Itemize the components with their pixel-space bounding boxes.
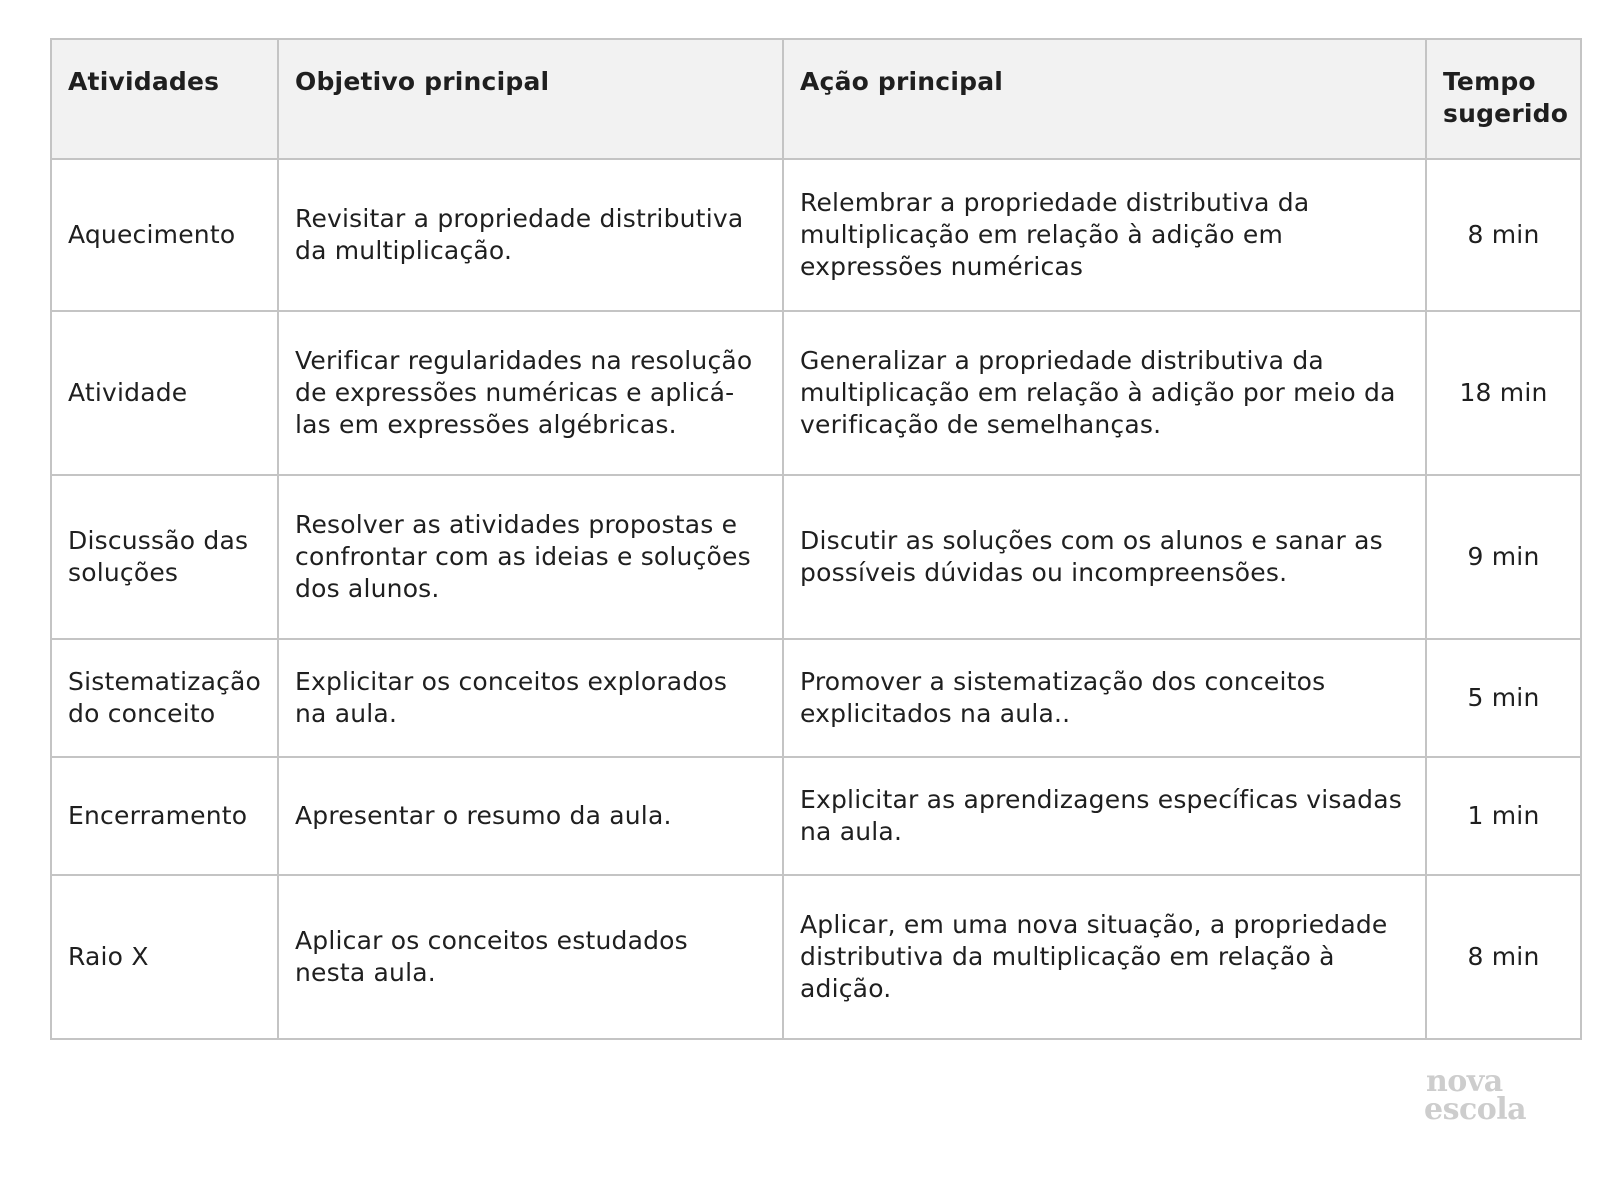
cell-activity: Atividade [51,311,278,475]
cell-action: Explicitar as aprendizagens específicas visadas na aula. [783,757,1426,875]
cell-activity: Discussão das soluções [51,475,278,639]
header-objective: Objetivo principal [278,39,783,159]
cell-time: 9 min [1426,475,1581,639]
cell-objective: Revisitar a propriedade distributiva da multiplicação. [278,159,783,311]
logo-line-escola: escola [1424,1092,1527,1127]
cell-action: Generalizar a propriedade distributiva da multiplicação em relação à adição por meio da verificação de semelhanças. [783,311,1426,475]
cell-action: Promover a sistematização dos conceitos explicitados na aula.. [783,639,1426,757]
cell-objective: Apresentar o resumo da aula. [278,757,783,875]
header-row [51,39,1581,159]
cell-time: 18 min [1426,311,1581,475]
table-row [51,311,1581,475]
cell-activity: Encerramento [51,757,278,875]
cell-time: 1 min [1426,757,1581,875]
cell-objective: Explicitar os conceitos explorados na aula. [278,639,783,757]
table-row [51,875,1581,1039]
cell-time: 5 min [1426,639,1581,757]
table-row [51,159,1581,311]
nova-escola-logo [1424,1064,1544,1127]
cell-action: Aplicar, em uma nova situação, a propriedade distributiva da multiplicação em relação à adição. [783,875,1426,1039]
cell-objective: Verificar regularidades na resolução de expressões numéricas e aplicá-las em expressões algébricas. [278,311,783,475]
cell-time: 8 min [1426,875,1581,1039]
table-row [51,475,1581,639]
cell-objective: Aplicar os conceitos estudados nesta aula. [278,875,783,1039]
table-body [51,159,1581,1039]
header-activities: Atividades [51,39,278,159]
cell-activity: Aquecimento [51,159,278,311]
cell-objective: Resolver as atividades propostas e confrontar com as ideias e soluções dos alunos. [278,475,783,639]
table-row [51,757,1581,875]
lesson-plan-table [50,38,1582,1040]
cell-action: Relembrar a propriedade distributiva da multiplicação em relação à adição em expressões numéricas [783,159,1426,311]
cell-activity: Raio X [51,875,278,1039]
header-action: Ação principal [783,39,1426,159]
table-header [51,39,1581,159]
logo-line-nova: nova [1426,1064,1503,1099]
cell-activity: Sistematização do conceito [51,639,278,757]
header-time: Tempo sugerido [1426,39,1581,159]
table-row [51,639,1581,757]
cell-action: Discutir as soluções com os alunos e sanar as possíveis dúvidas ou incompreensões. [783,475,1426,639]
cell-time: 8 min [1426,159,1581,311]
